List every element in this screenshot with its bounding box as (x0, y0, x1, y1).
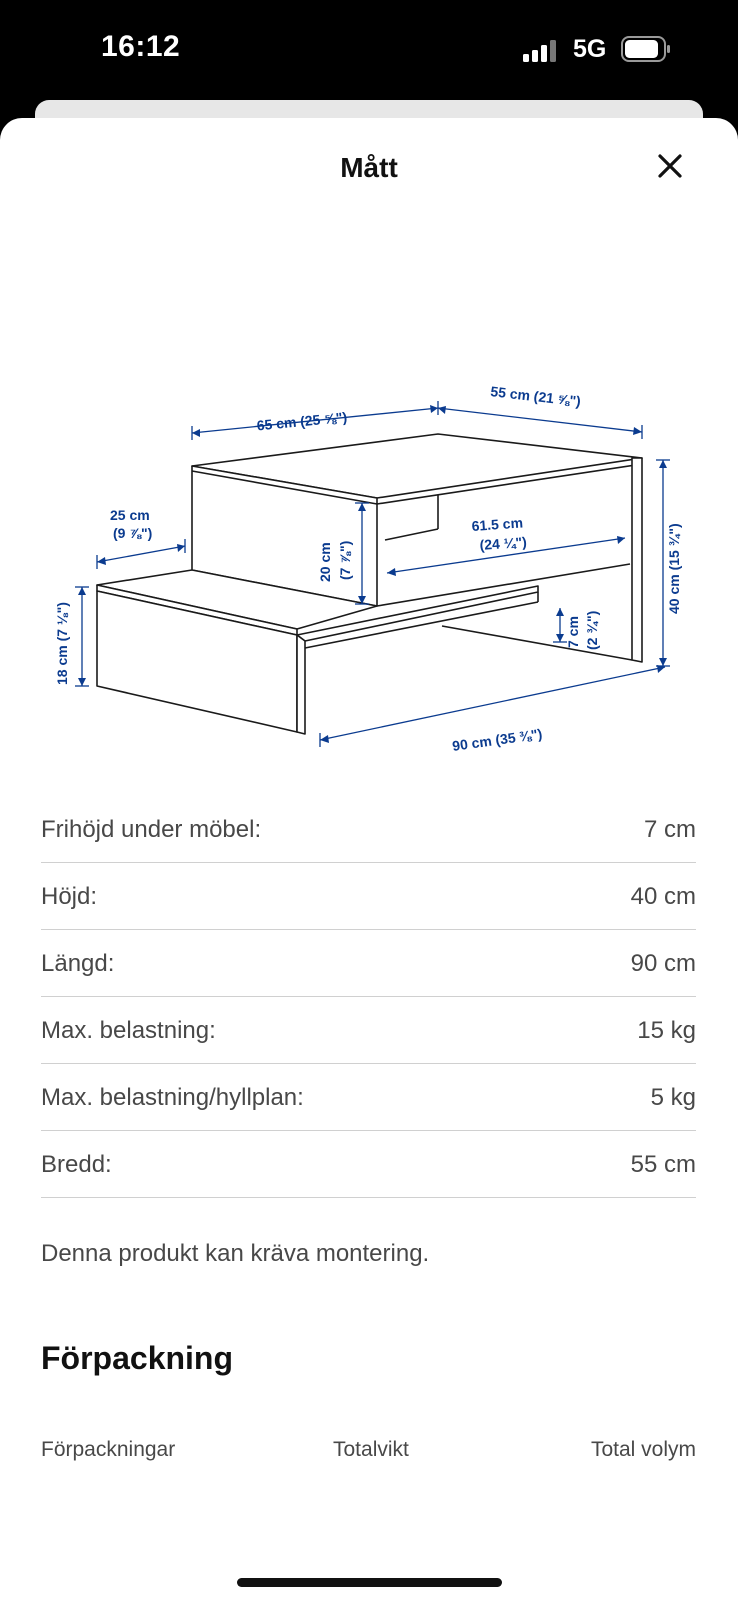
status-time: 16:12 (101, 30, 181, 63)
label-inner-height-2: (7 ⅞") (337, 540, 353, 580)
status-bar (0, 0, 738, 100)
dimension-value: 5 kg (650, 1084, 696, 1111)
label-step-height: 18 cm (7 ⅛") (54, 602, 70, 685)
dimension-value: 15 kg (637, 1017, 696, 1044)
sheet-title: Mått (340, 152, 398, 183)
label-width-top: 55 cm (21 ⅝") (489, 383, 582, 410)
dimension-value: 7 cm (643, 816, 696, 843)
packaging-col-packages: Förpackningar (41, 1438, 176, 1461)
dimension-label: Bredd: (41, 1151, 112, 1178)
dimension-row-height (41, 863, 696, 930)
dimension-label: Max. belastning: (41, 1017, 216, 1044)
label-clearance-1: 7 cm (565, 616, 581, 648)
label-inner-height-1: 20 cm (317, 542, 333, 582)
dimension-row-width (41, 1131, 696, 1198)
dimension-row-clearance (41, 796, 696, 863)
dimension-label: Höjd: (41, 883, 98, 910)
assembly-note: Denna produkt kan kräva montering. (41, 1240, 430, 1267)
label-step-depth-1: 25 cm (110, 507, 150, 523)
label-shelf-width-2: (24 ¼") (479, 533, 528, 553)
dimension-value: 40 cm (630, 883, 696, 910)
cellular-signal-icon (523, 40, 559, 62)
dimension-label: Frihöjd under möbel: (41, 816, 262, 843)
label-total-length: 90 cm (35 ⅜") (451, 725, 544, 754)
label-step-depth-2: (9 ⅞") (113, 525, 153, 541)
packaging-heading: Förpackning (41, 1340, 234, 1376)
label-depth-top: 65 cm (25 ⅝") (256, 408, 348, 434)
label-shelf-width-1: 61.5 cm (471, 514, 524, 534)
label-total-height: 40 cm (15 ¾") (666, 523, 682, 614)
close-icon (657, 153, 683, 179)
dimension-label: Max. belastning/hyllplan: (41, 1084, 304, 1111)
dimension-row-length (41, 930, 696, 997)
dimension-value: 90 cm (630, 950, 696, 977)
packaging-col-volume: Total volym (590, 1438, 696, 1461)
home-indicator[interactable] (237, 1578, 502, 1587)
label-clearance-2: (2 ¾") (584, 610, 600, 650)
dimensions-list (41, 796, 696, 1198)
battery-icon (621, 36, 671, 62)
dimension-row-max-load-shelf (41, 1064, 696, 1131)
network-type: 5G (573, 35, 607, 63)
packaging-col-weight: Totalvikt (333, 1438, 409, 1461)
dimension-label: Längd: (41, 950, 115, 977)
dimension-value: 55 cm (630, 1151, 696, 1178)
close-button[interactable] (650, 146, 690, 186)
dimension-row-max-load (41, 997, 696, 1064)
